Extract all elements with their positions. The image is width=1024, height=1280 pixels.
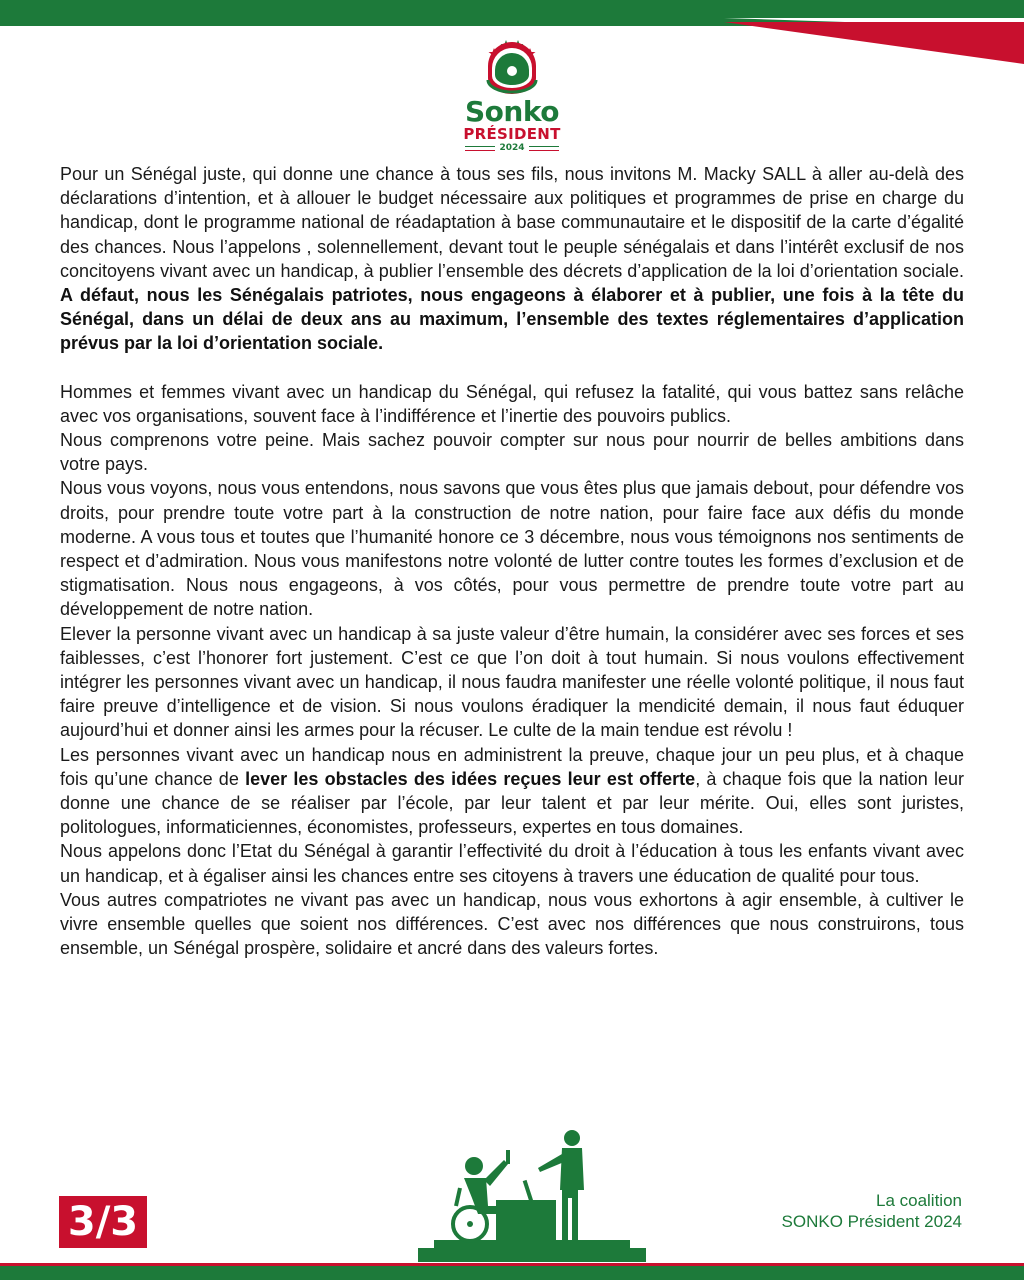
paragraph-proof xyxy=(60,743,964,840)
paragraph-recognition: Nous vous voyons, nous vous entendons, nous savons que vous êtes plus que jamais debout, pour défendre vos droits, pour prendre toute votre part à la construction de notre nation, pour faire face aux défis du monde moderne. A vous tous et toutes que l’humanité honore ce 3 décembre, nous vous témoignons nos sentiments de respect et d’admiration. Nous vous manifestons notre volonté de lutter contre toutes les formes d’exclusion et de stigmatisation. Nous nous engageons, à vos côtés, pour vous permettre de prendre toute votre part au développement de notre nation. xyxy=(60,478,964,620)
signature-line-1: La coalition xyxy=(875,1191,962,1210)
signature-line-2: SONKO Président 2024 xyxy=(781,1212,962,1231)
paragraph-proof-text-1: Les personnes vivant avec un handicap nous en administrent la preuve, chaque jour un peu plus, et à chaque fois qu’une chance de xyxy=(60,744,964,789)
paragraph-address: Hommes et femmes vivant avec un handicap du Sénégal, qui refusez la fatalité, qui vous battez sans relâche avec vos organisations, souvent face à l’indifférence et l’inertie des pouvoirs publics. xyxy=(60,381,964,426)
letter-body xyxy=(60,162,964,961)
logo-year: 2024 xyxy=(499,143,525,153)
signature-block xyxy=(782,1190,962,1232)
paragraph-together: Vous autres compatriotes ne vivant pas avec un handicap, nous vous exhortons à agir ensemble, à cultiver le vivre ensemble quelles que soient nos différences. C’est avec nos différences que nous construirons, tous ensemble, un Sénégal prospère, solidaire et ancré dans des valeurs fortes. xyxy=(60,889,964,959)
logo-divider-left xyxy=(465,146,495,151)
campaign-logo xyxy=(452,36,572,158)
paragraph-empathy: Nous comprenons votre peine. Mais sachez pouvoir compter sur nous pour nourrir de belles ambitions dans votre pays. xyxy=(60,430,964,475)
top-corner-red-accent xyxy=(724,22,1024,64)
logo-year-row xyxy=(452,143,572,153)
paragraph-education: Nous appelons donc l’Etat du Sénégal à garantir l’effectivité du droit à l’éducation à tous les enfants vivant avec un handicap, et à égaliser ainsi les chances entre ses citoyens à travers une éducation de qualité pour tous. xyxy=(60,841,964,886)
paragraph-proof-text-2: , à chaque fois que la nation leur donne une chance de se réaliser par l’école, par leur talent et par leur mérite. Oui, elles sont juristes, politologues, informaticiennes, économistes, professeurs, expertes en tous domaines. xyxy=(60,768,965,838)
logo-name: Sonko xyxy=(465,95,559,128)
bottom-green-band xyxy=(0,1266,1024,1280)
page-number-badge: 3/3 xyxy=(59,1196,147,1248)
paragraph-commitment xyxy=(60,162,964,356)
logo-divider-right xyxy=(529,146,559,151)
paragraph-proof-bold: lever les obstacles des idées reçues leur est offerte xyxy=(245,768,696,789)
paragraph-commitment-text: Pour un Sénégal juste, qui donne une chance à tous ses fils, nous invitons M. Macky SALL à aller au-delà des déclarations d’intention, et à allouer le budget nécessaire aux politiques et programmes de prise en charge du handicap, dont le programme national de réadaptation à base communautaire et le dispositif de la carte d’égalité des chances. Nous l’appelons , solennellement, devant tout le peuple sénégalais et dans l’intérêt exclusif de nos concitoyens vivant avec un handicap, à publier l’ensemble des décrets d’application de la loi d’orientation sociale. xyxy=(60,164,964,281)
paragraph-commitment-bold: A défaut, nous les Sénégalais patriotes, nous engageons à élaborer et à publier, une fois à la tête du Sénégal, dans un délai de deux ans au maximum, l’ensemble des textes réglementaires d’application prévus par la loi d’orientation sociale. xyxy=(60,285,964,354)
paragraph-dignity: Elever la personne vivant avec un handicap à sa juste valeur d’être humain, la considérer avec ses forces et ses faiblesses, c’est l’honorer fort justement. C’est ce que l’on doit à tout humain. Si nous voulons effectivement intégrer les personnes vivant avec un handicap, il nous faudra manifester une réelle volonté politique, il nous faut faire preuve d’intelligence et de vision. Si nous voulons éradiquer la mendicité demain, il nous faut éduquer aujourd’hui et donner ainsi les armes pour la récuser. Le culte de la main tendue est révolu ! xyxy=(60,623,964,741)
logo-subtitle: PRÉSIDENT xyxy=(463,125,561,143)
wheelchair-and-teacher-illustration-icon xyxy=(412,1128,652,1266)
paragraph-spacer xyxy=(60,356,964,380)
logo-emblem-icon xyxy=(480,36,544,96)
